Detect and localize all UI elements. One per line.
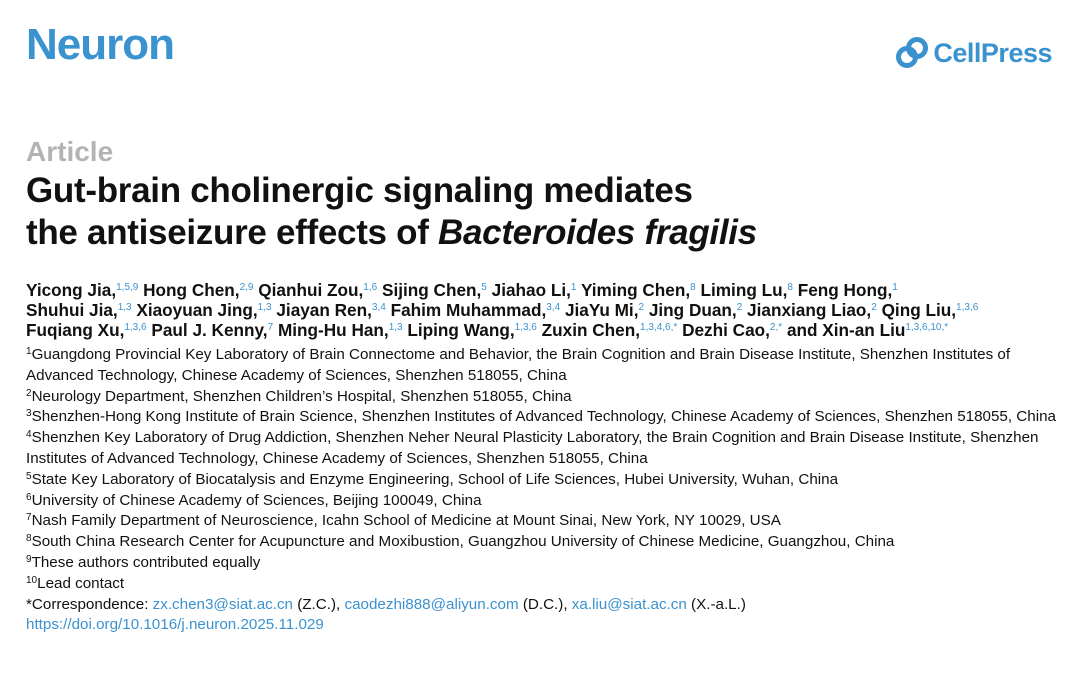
author-line — [26, 320, 1066, 340]
doi-link[interactable]: https://doi.org/10.1016/j.neuron.2025.11.029 — [26, 616, 324, 634]
correspondence-label: *Correspondence: — [26, 595, 153, 613]
author[interactable]: and Xin-an Liu$^{1,3,6,10,*}$ — [786, 320, 949, 340]
affiliation: $^6$University of Chinese Academy of Sciences, Beijing 100049, China — [26, 491, 482, 509]
affiliation: $^3$Shenzhen-Hong Kong Institute of Brain Science, Shenzhen Institutes of Advanced Technology, Chinese Academy of Sciences, Shenzhen 518055, China — [26, 408, 1056, 426]
author[interactable]: Shuhui Jia,$^{1,3}$ — [26, 300, 132, 320]
author-line — [26, 280, 1066, 300]
author[interactable]: Sijing Chen,$^5$ — [381, 280, 487, 300]
cellpress-logo-icon — [895, 36, 929, 70]
affiliation: $^2$Neurology Department, Shenzhen Children’s Hospital, Shenzhen 518055, China — [26, 387, 572, 405]
author[interactable]: Ming-Hu Han,$^{1,3}$ — [277, 320, 403, 340]
email-link[interactable]: caodezhi888@aliyun.com — [344, 595, 519, 613]
author[interactable]: Zuxin Chen,$^{1,3,4,6,*}$ — [541, 320, 678, 340]
author[interactable]: Fuqiang Xu,$^{1,3,6}$ — [26, 320, 147, 340]
author[interactable]: Jiayan Ren,$^{3,4}$ — [276, 300, 386, 320]
affiliation: $^8$South China Research Center for Acupuncture and Moxibustion, Guangzhou University of Chinese Medicine, Guangzhou, China — [26, 533, 895, 551]
author[interactable]: JiaYu Mi,$^2$ — [564, 300, 645, 320]
author[interactable]: Fahim Muhammad,$^{3,4}$ — [390, 300, 561, 320]
footnote-lead-contact: $^{10}$Lead contact — [26, 574, 125, 592]
correspondence: *Correspondence: zx.chen3@siat.ac.cn (Z.C.), caodezhi888@aliyun.com (D.C.), xa.liu@siat.ac.cn (X.-a.L.) — [26, 595, 746, 613]
publisher-name: CellPress — [933, 37, 1052, 68]
author[interactable]: Yiming Chen,$^8$ — [580, 280, 696, 300]
affiliation: $^4$Shenzhen Key Laboratory of Drug Addiction, Shenzhen Neher Neural Plasticity Laboratory, the Brain Cognition and Brain Disease Institute, Shenzhen Institutes of Advanced Technology, Chinese Academy of Sciences, Shenzhen 518055, China — [26, 429, 1039, 467]
article-type: Article — [26, 136, 114, 167]
author[interactable]: Jing Duan,$^2$ — [648, 300, 743, 320]
author-list — [26, 280, 1066, 340]
author[interactable]: Liping Wang,$^{1,3,6}$ — [407, 320, 537, 340]
author[interactable]: Xiaoyuan Jing,$^{1,3}$ — [136, 300, 272, 320]
author[interactable]: Jianxiang Liao,$^2$ — [747, 300, 877, 320]
title-line-2-prefix: the antiseizure effects of — [26, 213, 439, 252]
affiliation-list — [26, 345, 1066, 636]
journal-name: Neuron — [26, 20, 174, 69]
author[interactable]: Qianhui Zou,$^{1,6}$ — [258, 280, 378, 300]
author[interactable]: Liming Lu,$^8$ — [700, 280, 793, 300]
footnote-equal-contribution: $^9$These authors contributed equally — [26, 553, 261, 571]
author[interactable]: Hong Chen,$^{2,9}$ — [143, 280, 254, 300]
email-link[interactable]: zx.chen3@siat.ac.cn — [152, 595, 293, 613]
title-line-1: Gut-brain cholinergic signaling mediates — [26, 171, 693, 210]
author[interactable]: Paul J. Kenny,$^7$ — [151, 320, 274, 340]
email-link[interactable]: xa.liu@siat.ac.cn — [571, 595, 687, 613]
author[interactable]: Feng Hong,$^1$ — [797, 280, 898, 300]
author-line — [26, 300, 1066, 320]
author[interactable]: Dezhi Cao,$^{2,*}$ — [682, 320, 783, 340]
author[interactable]: Qing Liu,$^{1,3,6}$ — [881, 300, 979, 320]
title-species: Bacteroides fragilis — [438, 213, 757, 252]
affiliation: $^1$Guangdong Provincial Key Laboratory of Brain Connectome and Behavior, the Brain Cognition and Brain Disease Institute, Shenzhen Institutes of Advanced Technology, Chinese Academy of Sciences, Shenzhen 518055, China — [26, 346, 1011, 384]
author[interactable]: Jiahao Li,$^1$ — [491, 280, 577, 300]
article-title — [26, 170, 757, 254]
publisher-logo[interactable] — [895, 36, 1052, 70]
author[interactable]: Yicong Jia,$^{1,5,9}$ — [26, 280, 139, 300]
affiliation: $^5$State Key Laboratory of Biocatalysis and Enzyme Engineering, School of Life Sciences, Hubei University, Wuhan, China — [26, 470, 839, 488]
affiliation: $^7$Nash Family Department of Neuroscience, Icahn School of Medicine at Mount Sinai, New York, NY 10029, USA — [26, 512, 781, 530]
